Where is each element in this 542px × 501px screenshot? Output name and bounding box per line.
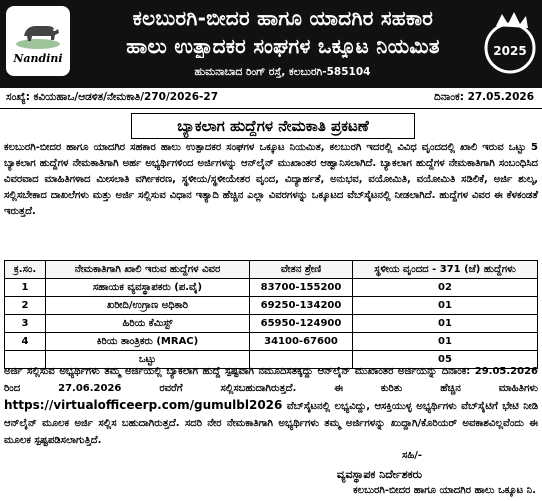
emblem-ring-icon xyxy=(482,4,538,82)
cow-icon xyxy=(14,14,62,50)
footer-text-1: ಅರ್ಜಿ ಸಲ್ಲಿಸುವ ಅಭ್ಯರ್ಥಿಗಳು ತಮ್ಮ ಅರ್ಜಿಯಲ್ಲಿ ಬ್ಯಾಕಲಾಗ ಹುದ್ದೆ ಸ್ಪಷ್ಟವಾಗಿ ನಮೂದಿಸತಕ್ಕದ್ದು ಆನ್‌ಲೈನ್ ಮುಖಾಂತರ ಅರ್ಜಿಯನ್ನು ದಿನಾಂಕ: 29.05.2026 ರಿಂದ 27.06.2026 ರವರೆಗೆ ಸಲ್ಲಿಸಬಹುದಾಗಿರುತ್ತದೆ. ಈ ಕುರಿತು ಹೆಚ್ಚಿನ ಮಾಹಿತಿಗಳು xyxy=(4,366,538,394)
notice-title: ಬ್ಯಾಕಲಾಗ ಹುದ್ದೆಗಳ ನೇಮಕಾತಿ ಪ್ರಕಟಣೆ xyxy=(131,113,415,139)
cell-count: 01 xyxy=(353,333,538,351)
table-header-row xyxy=(5,261,538,279)
signatory-organisation: ಕಲಬುರಗಿ-ಬೀದರ ಹಾಗೂ ಯಾದಗಿರ ಹಾಲು ಒಕ್ಕೂಟ ನಿ. xyxy=(353,485,536,496)
table-row xyxy=(5,279,538,297)
cell-post: ಖರೀದಿ/ಉಗ್ರಾಣ ಅಧಿಕಾರಿ xyxy=(46,297,250,315)
website-link[interactable]: https://virtualofficeerp.com/gumulbl2026 xyxy=(4,398,283,412)
cell-pay: 65950-124900 xyxy=(250,315,353,333)
signatory-designation: ವ್ಯವಸ್ಥಾಪಕ ನಿರ್ದೇಶಕರು xyxy=(336,468,422,481)
signature-sd: ಸಹಿ/- xyxy=(402,450,422,461)
cell-total-value: 05 xyxy=(353,351,538,369)
posts-table xyxy=(4,260,538,369)
cell-total-label: ಒಟ್ಟು xyxy=(46,351,250,369)
table-row xyxy=(5,333,538,351)
cell-serial: 2 xyxy=(5,297,46,315)
cell-serial: 3 xyxy=(5,315,46,333)
col-header-post: ನೇಮಕಾತಿಗಾಗಿ ಖಾಲಿ ಇರುವ ಹುದ್ದೆಗಳ ವಿವರ xyxy=(46,261,250,279)
cell-pay: 34100-67600 xyxy=(250,333,353,351)
cell-count: 01 xyxy=(353,315,538,333)
cell-serial: 4 xyxy=(5,333,46,351)
cell-post: ಹಿರಿಯ ಕೆಮಿಸ್ಟ್ xyxy=(46,315,250,333)
cell-post: ಕಿರಿಯ ತಾಂತ್ರಿಕರು (MRAC) xyxy=(46,333,250,351)
cell-serial: 1 xyxy=(5,279,46,297)
cell-pay: 69250-134200 xyxy=(250,297,353,315)
cell-count: 02 xyxy=(353,279,538,297)
notice-date: ದಿನಾಂಕ: 27.05.2026 xyxy=(434,91,534,103)
anniversary-emblem xyxy=(482,4,538,82)
cell-post: ಸಹಾಯಕ ವ್ಯವಸ್ಥಾಪಕರು (ಪ.ವೈ) xyxy=(46,279,250,297)
col-header-serial: ಕ್ರ.ಸಂ. xyxy=(5,261,46,279)
intro-paragraph: ಕಲಬುರಗಿ-ಬೀದರ ಹಾಗೂ ಯಾದಗಿರ ಸಹಕಾರ ಹಾಲು ಉತ್ಪಾದಕರ ಸಂಘಗಳ ಒಕ್ಕೂಟ ನಿಯಮಿತ, ಕಲಬುರಗಿ ಇದರಲ್ಲಿ ವಿವಿಧ ವೃಂದದಲ್ಲಿ ಖಾಲಿ ಇರುವ ಒಟ್ಟು 5 ಬ್ಯಾಕಲಾಗ ಹುದ್ದೆಗಳ ನೇಮಕಾತಿಗಾಗಿ ಅರ್ಹ ಅಭ್ಯರ್ಥಿಗಳಿಂದ ಅರ್ಜಿಗಳನ್ನು ಆನ್‌ಲೈನ್ ಮುಖಾಂತರ ಆಹ್ವಾನಿಸಲಾಗಿದೆ. ಬ್ಯಾಕಲಾಗ ಹುದ್ದೆಗಳ ನೇಮಕಾತಿಗಾಗಿ ಸಂಬಂಧಿಸಿದ ವಿವರವಾದ ಮಾಹಿತಿಗಳಾದ ಮೀಸಲಾತಿ ವರ್ಗೀಕರಣ, ಸ್ಥಳೀಯ/ಸ್ಥಳೀಯೇತರ ವೃಂದ, ವಿದ್ಯಾರ್ಹತೆ, ಅನುಭವ, ವಯೋಮಿತಿ, ವಯೋಮಿತಿ ಸಡಿಲಿಕೆ, ಅರ್ಜಿ ಶುಲ್ಕ, ಸಲ್ಲಿಸಬೇಕಾದ ದಾಖಲೆಗಳು ಮತ್ತು ಅರ್ಜಿ ಸಲ್ಲಿಸುವ ವಿಧಾನ ಇತ್ಯಾದಿ ಹೆಚ್ಚಿನ ಎಲ್ಲಾ ವಿವರಗಳನ್ನು ಒಕ್ಕೂಟದ ವೆಬ್‌ಸೈಟನಲ್ಲಿ ನೀಡಲಾಗಿದೆ. ಹುದ್ದೆಗಳ ವಿವರ ಈ ಕೆಳಕಂಡತೆ ಇರುತ್ತದೆ. xyxy=(4,142,538,217)
emblem-year: 2025 xyxy=(493,44,527,58)
table-row xyxy=(5,315,538,333)
reference-number: ಸಂಖ್ಯೆ: ಕವಿಯಹಾಒ/ಆಡಳಿತ/ನೇಮಕಾತಿ/270/2026-27 xyxy=(6,91,218,103)
org-title-line2: ಹಾಲು ಉತ್ಪಾದಕರ ಸಂಘಗಳ ಒಕ್ಕೂಟ ನಿಯಮಿತ xyxy=(126,34,440,58)
cell-pay: 83700-155200 xyxy=(250,279,353,297)
col-header-pay: ವೇತನ ಶ್ರೇಣಿ xyxy=(250,261,353,279)
col-header-count: ಸ್ಥಳೀಯ ವೃಂದದ - 371 (ಜೆ) ಹುದ್ದೆಗಳು xyxy=(353,261,538,279)
logo-text: Nandini xyxy=(13,52,63,65)
footer-paragraph xyxy=(4,363,538,449)
org-title-line1: ಕಲಬುರಗಿ-ಬೀದರ ಹಾಗೂ ಯಾದಗಿರ ಸಹಕಾರ xyxy=(132,6,434,30)
cell-count: 01 xyxy=(353,297,538,315)
footer-text-2: ವೆಬ್‌ಸೈಟನಲ್ಲಿ ಲಭ್ಯವಿದ್ದು, ಆಸಕ್ತಿಯುಳ್ಳ ಅಭ್ಯರ್ಥಿಗಳು ವೆಬ್‌ಸೈಟಿಗೆ ಭೇಟಿ ನೀಡಿ ಆನ್‌ಲೈನ್ ಮೂಲಕ ಅರ್ಜಿ ಸಲ್ಲಿಸ ಬಹುದಾಗಿರುತ್ತದೆ. ಸದರಿ ನೇರ ನೇಮಕಾತಿಗಾಗಿ ಅಭ್ಯರ್ಥಿಗಳು ತಮ್ಮ ಅರ್ಜಿಗಳನ್ನು ಖುದ್ದಾಗಿ/ಕೊರಿಯರ್ ಅವಕಾಶವಿಲ್ಲವೆಂದು ಈ ಮೂಲಕ ಸ್ಪಷ್ಟಪಡಿಸಲಾಗುತ್ತಿದೆ. xyxy=(4,401,538,446)
table-row xyxy=(5,297,538,315)
org-address: ಹುಮನಾಬಾದ ರಿಂಗ್ ರಸ್ತೆ, ಕಲಬುರಗಿ-585104 xyxy=(194,66,371,78)
header-banner xyxy=(0,0,542,88)
reference-line xyxy=(0,88,542,109)
nandini-logo xyxy=(6,6,70,76)
